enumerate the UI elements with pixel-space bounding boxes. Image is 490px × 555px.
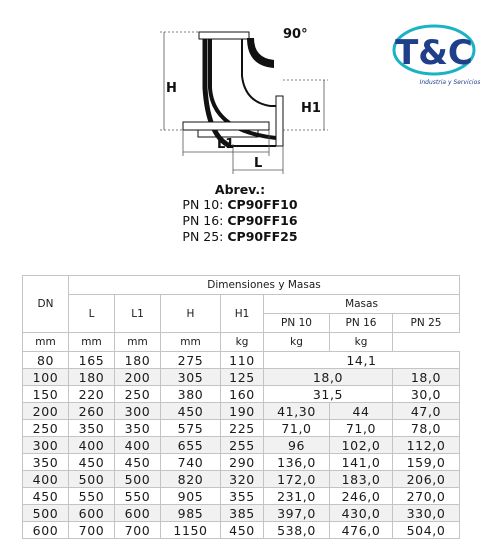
cell-dn: 300 — [23, 437, 69, 454]
cell-masas-merged: 14,1 — [264, 352, 460, 369]
cell-pn25: 270,0 — [393, 488, 460, 505]
abbreviation-pn25-code: CP90FF25 — [227, 229, 298, 244]
unit-pn10: kg — [221, 333, 264, 352]
table-row — [23, 505, 460, 522]
cell-h1: 125 — [221, 369, 264, 386]
cell-h1: 255 — [221, 437, 264, 454]
cell-dn: 600 — [23, 522, 69, 539]
header-masas: Masas — [264, 295, 460, 314]
angle-label: 90° — [283, 27, 308, 42]
table-row — [23, 352, 460, 369]
header-pn10: PN 10 — [264, 314, 330, 333]
cell-h: 575 — [161, 420, 221, 437]
unit-pn16: kg — [264, 333, 330, 352]
cell-l: 220 — [69, 386, 115, 403]
cell-pn10: 41,30 — [264, 403, 330, 420]
header-h: H — [161, 295, 221, 333]
cell-l: 700 — [69, 522, 115, 539]
cell-h: 655 — [161, 437, 221, 454]
cell-pn25: 112,0 — [393, 437, 460, 454]
cell-pn16: 476,0 — [330, 522, 393, 539]
cell-l1: 450 — [115, 454, 161, 471]
cell-pn25: 30,0 — [393, 386, 460, 403]
table-row — [23, 437, 460, 454]
cell-dn: 150 — [23, 386, 69, 403]
cell-h: 450 — [161, 403, 221, 420]
cell-pn25: 78,0 — [393, 420, 460, 437]
logo-tagline: Industria y Servicios — [419, 79, 480, 86]
cell-l: 260 — [69, 403, 115, 420]
cell-dn: 250 — [23, 420, 69, 437]
cell-dn: 100 — [23, 369, 69, 386]
table-row — [23, 454, 460, 471]
cell-dn: 450 — [23, 488, 69, 505]
cell-dn: 80 — [23, 352, 69, 369]
cell-dn: 200 — [23, 403, 69, 420]
cell-l: 350 — [69, 420, 115, 437]
header-l: L — [69, 295, 115, 333]
table-row — [23, 403, 460, 420]
cell-l: 550 — [69, 488, 115, 505]
cell-pn25: 18,0 — [393, 369, 460, 386]
cell-h1: 160 — [221, 386, 264, 403]
cell-l1: 300 — [115, 403, 161, 420]
elbow-technical-drawing — [150, 14, 340, 174]
unit-h: mm — [115, 333, 161, 352]
cell-pn25: 206,0 — [393, 471, 460, 488]
abbreviation-pn10-label: PN 10: — [182, 197, 224, 212]
cell-pn16: 141,0 — [330, 454, 393, 471]
table-row — [23, 386, 460, 403]
cell-pn10: 172,0 — [264, 471, 330, 488]
cell-l1: 250 — [115, 386, 161, 403]
cell-h: 305 — [161, 369, 221, 386]
cell-pn10: 397,0 — [264, 505, 330, 522]
cell-pn16: 102,0 — [330, 437, 393, 454]
cell-l: 500 — [69, 471, 115, 488]
cell-l1: 550 — [115, 488, 161, 505]
cell-l: 400 — [69, 437, 115, 454]
cell-l1: 700 — [115, 522, 161, 539]
cell-pn25: 330,0 — [393, 505, 460, 522]
header-h1: H1 — [221, 295, 264, 333]
header-pn25: PN 25 — [393, 314, 460, 333]
table-row — [23, 488, 460, 505]
cell-h: 1150 — [161, 522, 221, 539]
cell-h: 380 — [161, 386, 221, 403]
cell-pn16: 246,0 — [330, 488, 393, 505]
cell-l1: 400 — [115, 437, 161, 454]
table-row — [23, 420, 460, 437]
cell-pn10: 96 — [264, 437, 330, 454]
cell-pn10-16: 31,5 — [264, 386, 393, 403]
abbreviations-title: Abrev.: — [214, 182, 266, 197]
unit-pn25: kg — [330, 333, 393, 352]
cell-h: 905 — [161, 488, 221, 505]
cell-pn10: 71,0 — [264, 420, 330, 437]
unit-l: mm — [23, 333, 69, 352]
cell-pn10: 538,0 — [264, 522, 330, 539]
cell-dn: 400 — [23, 471, 69, 488]
cell-dn: 350 — [23, 454, 69, 471]
cell-pn10-16: 18,0 — [264, 369, 393, 386]
abbreviation-pn16-code: CP90FF16 — [227, 213, 298, 228]
cell-h1: 385 — [221, 505, 264, 522]
table-row — [23, 522, 460, 539]
header-pn16: PN 16 — [330, 314, 393, 333]
cell-pn25: 504,0 — [393, 522, 460, 539]
cell-pn10: 231,0 — [264, 488, 330, 505]
cell-pn16: 71,0 — [330, 420, 393, 437]
cell-l1: 600 — [115, 505, 161, 522]
cell-l: 180 — [69, 369, 115, 386]
cell-l1: 350 — [115, 420, 161, 437]
cell-l: 165 — [69, 352, 115, 369]
abbreviation-pn10-code: CP90FF10 — [227, 197, 298, 212]
dimension-h1-label: H1 — [301, 101, 321, 116]
cell-h1: 225 — [221, 420, 264, 437]
cell-pn16: 183,0 — [330, 471, 393, 488]
abbreviation-pn25 — [140, 229, 340, 244]
cell-l: 600 — [69, 505, 115, 522]
cell-pn16: 430,0 — [330, 505, 393, 522]
header-l1: L1 — [115, 295, 161, 333]
header-dn: DN — [23, 276, 69, 333]
table-row — [23, 471, 460, 488]
cell-pn10: 136,0 — [264, 454, 330, 471]
cell-h: 275 — [161, 352, 221, 369]
cell-h: 740 — [161, 454, 221, 471]
abbreviation-pn10 — [140, 197, 340, 212]
logo-text: T&C — [395, 33, 473, 73]
cell-l1: 180 — [115, 352, 161, 369]
cell-h: 985 — [161, 505, 221, 522]
cell-h1: 450 — [221, 522, 264, 539]
cell-pn16: 44 — [330, 403, 393, 420]
cell-l: 450 — [69, 454, 115, 471]
cell-h1: 320 — [221, 471, 264, 488]
dimension-l-label: L — [254, 156, 263, 171]
cell-h: 820 — [161, 471, 221, 488]
unit-l1: mm — [69, 333, 115, 352]
cell-h1: 190 — [221, 403, 264, 420]
header-group: Dimensiones y Masas — [69, 276, 460, 295]
cell-h1: 290 — [221, 454, 264, 471]
cell-pn25: 159,0 — [393, 454, 460, 471]
unit-h1: mm — [161, 333, 221, 352]
abbreviation-pn16 — [140, 213, 340, 228]
cell-h1: 110 — [221, 352, 264, 369]
cell-l1: 200 — [115, 369, 161, 386]
cell-dn: 500 — [23, 505, 69, 522]
cell-h1: 355 — [221, 488, 264, 505]
dimension-h-label: H — [166, 81, 177, 96]
abbreviation-pn16-label: PN 16: — [182, 213, 224, 228]
abbreviation-pn25-label: PN 25: — [182, 229, 224, 244]
table-row — [23, 369, 460, 386]
dimensions-table — [22, 275, 460, 539]
cell-l1: 500 — [115, 471, 161, 488]
dimension-l1-label: L1 — [217, 137, 235, 152]
company-logo — [388, 20, 480, 90]
cell-pn25: 47,0 — [393, 403, 460, 420]
